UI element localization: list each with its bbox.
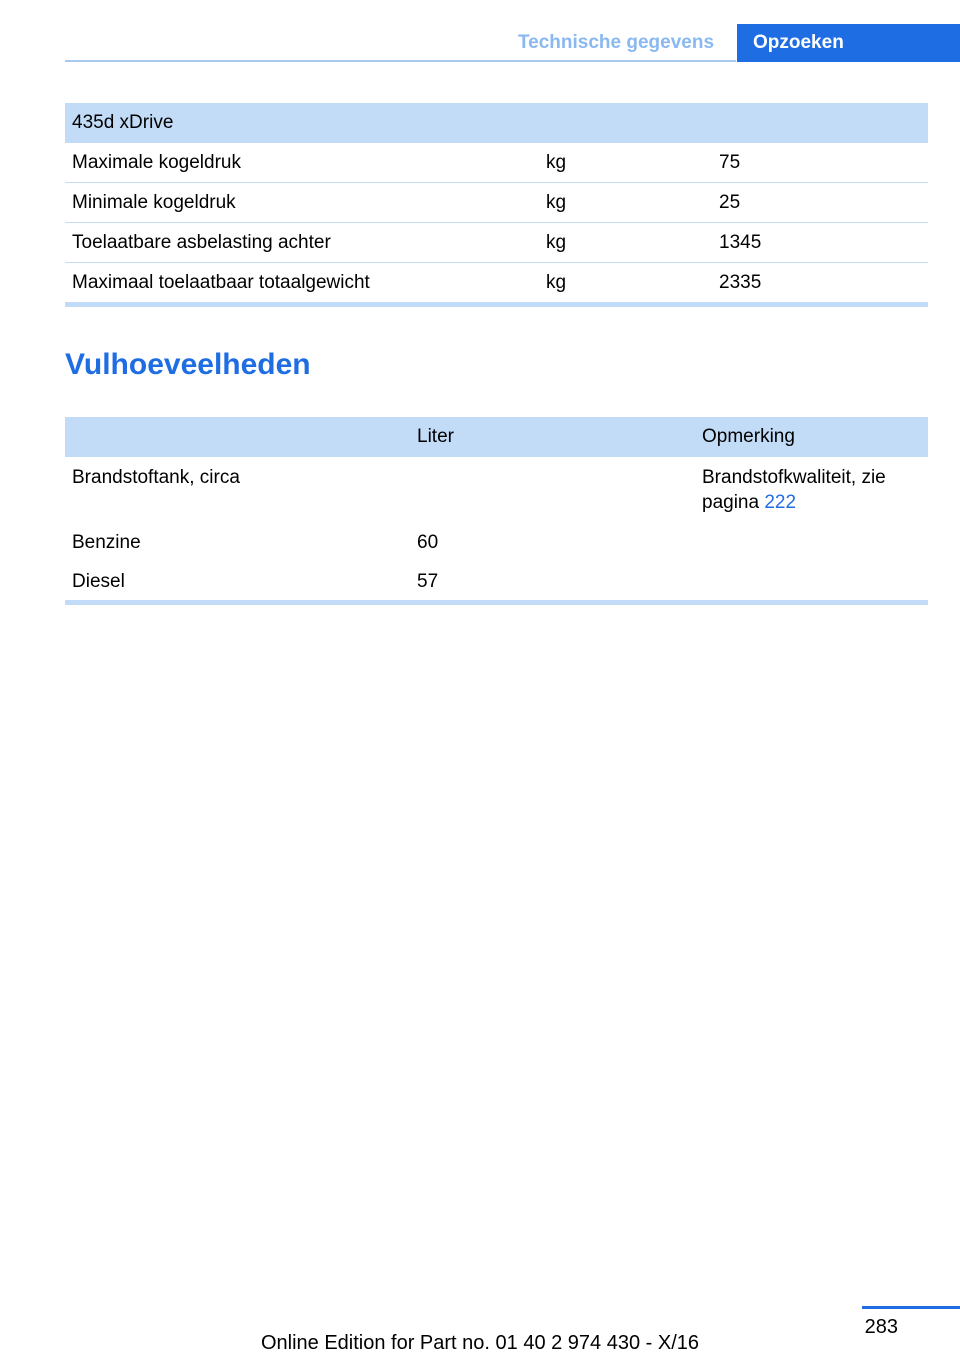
table-row [65,223,928,263]
row-unit: kg [539,183,712,223]
row-liter [410,457,695,523]
row-label: Benzine [72,532,141,553]
table-row [65,183,928,223]
row-label: Toelaatbare asbelasting achter [65,223,539,263]
header-divider [65,60,736,62]
row-label: Maximale kogeldruk [65,143,539,183]
row-value: 1345 [712,223,928,263]
table-row [65,523,928,562]
page-header [0,24,960,62]
table-row [65,143,928,183]
column-header-opmerking: Opmerking [695,417,928,457]
table-row [65,263,928,303]
note-text: Brandstofkwaliteit, zie pagina [702,467,886,513]
column-header-liter: Liter [410,417,695,457]
row-value: 25 [712,183,928,223]
table-end-rule [65,600,928,605]
column-header [65,417,410,457]
edition-footer: Online Edition for Part no. 01 40 2 974 430 - X/16 [260,1332,700,1354]
row-value: 2335 [719,272,762,293]
row-note [695,562,928,601]
row-label: Maximaal toelaatbaar totaalgewicht [72,272,370,293]
tab-technische-gegevens[interactable]: Technische gegevens [517,32,715,53]
tab-opzoeken[interactable]: Opzoeken [737,24,960,62]
fill-quantities-table [65,417,928,601]
row-value: 75 [712,143,928,183]
row-label: Brandstoftank, circa [72,467,240,488]
row-label: Minimale kogeldruk [65,183,539,223]
page-number-rule [862,1306,960,1309]
row-label: Diesel [72,571,125,592]
table-title: 435d xDrive [65,103,928,143]
section-title: Vulhoeveelheden [65,348,311,381]
table-header-row [65,417,928,457]
row-note [695,523,928,562]
row-note [695,457,928,523]
row-unit: kg [539,143,712,183]
table-row [65,457,928,523]
row-unit: kg [546,272,567,293]
row-liter: 57 [417,571,439,592]
row-liter: 60 [417,532,439,553]
weights-table [65,103,928,302]
row-unit: kg [539,223,712,263]
table-end-rule [65,302,928,307]
page-reference-link[interactable]: 222 [764,492,797,513]
page-number: 283 [864,1316,898,1338]
table-header-row [65,103,928,143]
table-row [65,562,928,601]
